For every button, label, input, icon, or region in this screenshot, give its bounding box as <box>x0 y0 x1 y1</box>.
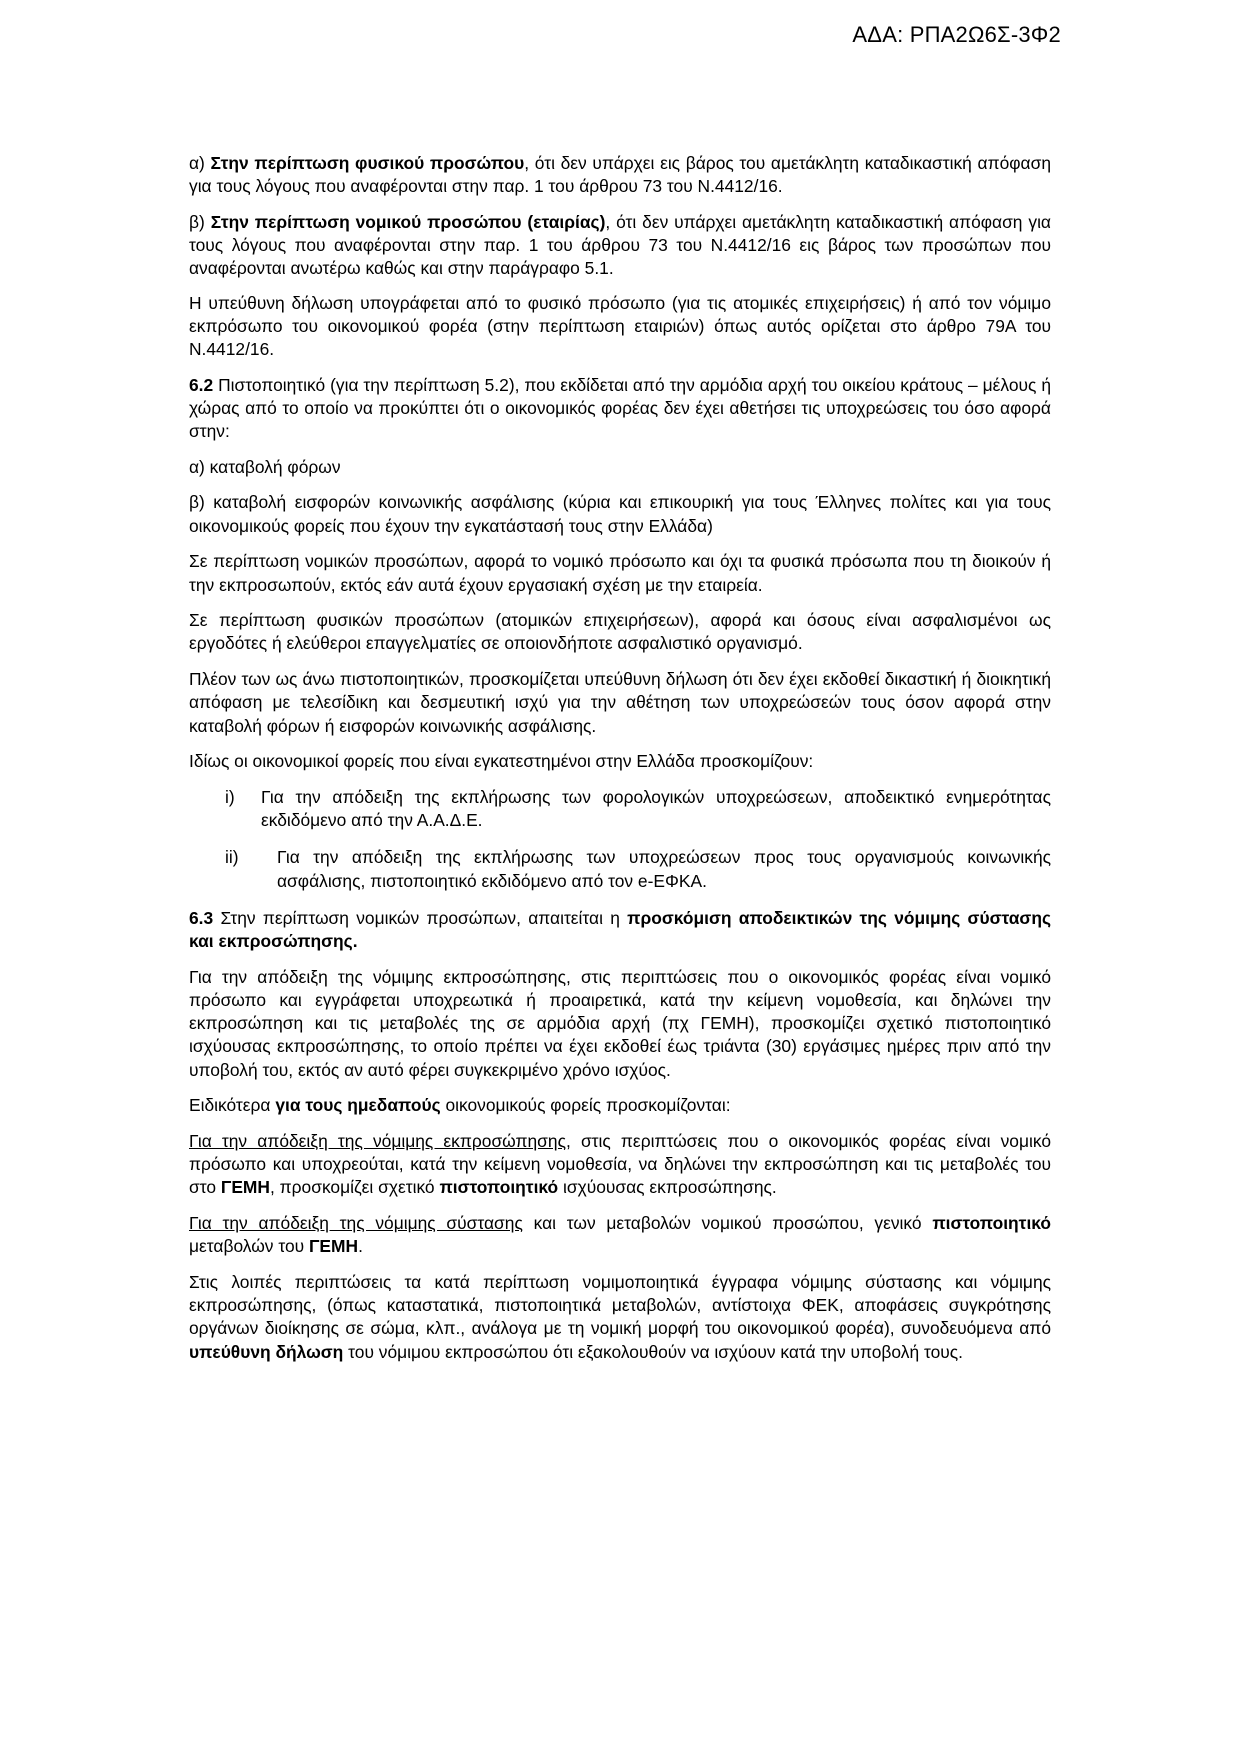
bold-text: ΓΕΜΗ <box>220 1177 270 1198</box>
list-marker: α) <box>189 153 211 173</box>
paragraph-additional-declaration: Πλέον των ως άνω πιστοποιητικών, προσκομίζεται υπεύθυνη δήλωση ότι δεν έχει εκδοθεί δικαστική ή διοικητική απόφαση με τελεσίδικη και δεσμευτική ισχύ για την αθέτηση των υποχρεώσεών τους όσον αφορά στην καταβολή φόρων ή εισφορών κοινωνικής ασφάλισης. <box>189 669 1051 736</box>
paragraph-text: , στις περιπτώσεις που ο οικονομικός φορέας είναι νομικό πρόσωπο και υποχρεούται, κατά την κείμενη νομοθεσία, να δηλώνει την εκπροσώπηση και τις μεταβολές του στο <box>189 1130 1051 1198</box>
list-item <box>189 846 1051 892</box>
list-text: Για την απόδειξη της εκπλήρωσης των υποχρεώσεων προς τους οργανισμούς κοινωνικής ασφάλισης, πιστοποιητικό εκδιδόμενο από τον e-ΕΦΚΑ. <box>277 847 1051 891</box>
paragraph-text: του νόμιμου εκπροσώπου ότι εξακολουθούν να ισχύουν κατά την υποβολή τους. <box>343 1341 963 1362</box>
paragraph-text: μεταβολών του <box>189 1236 309 1257</box>
underlined-text: Για την απόδειξη της νόμιμης εκπροσώπησης <box>189 1130 566 1151</box>
list-number: ii) <box>225 847 239 868</box>
section-number: 6.3 <box>189 907 214 928</box>
ada-header: ΑΔΑ: ΡΠΑ2Ω6Σ-3Φ2 <box>852 22 1061 47</box>
bold-text: υπεύθυνη δήλωση <box>189 1341 344 1362</box>
paragraph-gemh-establishment <box>189 1212 1051 1258</box>
paragraph-text: , προσκομίζει σχετικό <box>269 1177 440 1198</box>
paragraph-legal-persons: Σε περίπτωση νομικών προσώπων, αφορά το νομικό πρόσωπο και όχι τα φυσικά πρόσωπα που τη διοικούν ή την εκπροσωπούν, εκτός εάν αυτά έχουν εργασιακή σχέση με την εταιρεία. <box>189 551 1051 595</box>
list-number: i) <box>225 786 235 807</box>
bold-text: για τους ημεδαπούς <box>275 1095 441 1116</box>
underlined-text: Για την απόδειξη της νόμιμης σύστασης <box>189 1213 523 1234</box>
paragraph-text: Ειδικότερα <box>189 1095 276 1116</box>
bold-text: Στην περίπτωση φυσικού προσώπου <box>210 153 525 173</box>
list-item <box>189 786 1051 832</box>
bold-text: προσκόμιση αποδεικτικών της νόμιμης σύστασης και εκπροσώπησης. <box>189 907 1051 951</box>
bold-text: πιστοποιητικό <box>439 1177 559 1198</box>
document-body <box>189 152 1051 1376</box>
paragraph-natural-person <box>189 152 1051 198</box>
paragraph-representation-proof: Για την απόδειξη της νόμιμης εκπροσώπησης, στις περιπτώσεις που ο οικονομικός φορέας είναι νομικό πρόσωπο και εγγράφεται υποχρεωτικά ή προαιρετικά, κατά την κείμενη νομοθεσία, και δηλώνει την εκπροσώπηση και τις μεταβολές της σε αρμόδια αρχή (πχ ΓΕΜΗ), προσκομίζει σχετικό πιστοποιητικό ισχύουσας εκπροσώπησης, το οποίο πρέπει να έχει εκδοθεί έως τριάντα (30) εργάσιμες ημέρες πριν από την υποβολή του, εκτός αν αυτό φέρει συγκεκριμένο χρόνο ισχύος. <box>189 966 1051 1080</box>
paragraph-text: Στην περίπτωση νομικών προσώπων, απαιτείται η <box>213 907 628 928</box>
paragraph-insurance: β) καταβολή εισφορών κοινωνικής ασφάλισης (κύρια και επικουρική για τους Έλληνες πολίτες και για τους οικονομικούς φορείς που έχουν την εγκατάστασή τους στην Ελλάδα) <box>189 492 1051 536</box>
section-number: 6.2 <box>189 374 214 395</box>
paragraph-other-cases <box>189 1271 1051 1364</box>
paragraph-text: Στις λοιπές περιπτώσεις τα κατά περίπτωση νομιμοποιητικά έγγραφα νόμιμης σύστασης και νόμιμης εκπροσώπησης, (όπως καταστατικά, πιστοποιητικά μεταβολών, αντίστοιχα ΦΕΚ, αποφάσεις συγκρότησης οργάνων διοίκησης σε σώμα, κλπ., ανάλογα με τη νομική μορφή του οικονομικού φορέα), συνοδευόμενα από <box>189 1271 1051 1339</box>
section-6-2 <box>189 374 1051 444</box>
bold-text: Στην περίπτωση νομικού προσώπου (εταιρίας) <box>210 211 606 232</box>
paragraph-declaration-signature: Η υπεύθυνη δήλωση υπογράφεται από το φυσικό πρόσωπο (για τις ατομικές επιχειρήσεις) ή από τον νόμιμο εκπρόσωπο του οικονομικού φορέα (στην περίπτωση εταιριών) όπως αυτός ορίζεται στο άρθρο 79Α του Ν.4412/16. <box>189 292 1051 359</box>
paragraph-gemh-representation <box>189 1130 1051 1200</box>
list-marker: β) <box>189 211 211 232</box>
paragraph-text: , ότι δεν υπάρχει εις βάρος του αμετάκλητη καταδικαστική απόφαση για τους λόγους που αναφέρονται στην παρ. 1 του άρθρου 73 του Ν.4412/16. <box>189 153 1051 197</box>
paragraph-legal-person <box>189 211 1051 281</box>
paragraph-text: Πιστοποιητικό (για την περίπτωση 5.2), που εκδίδεται από την αρμόδια αρχή του οικείου κράτους – μέλους ή χώρας από το οποίο να προκύπτει ότι ο οικονομικός φορέας δεν έχει αθετήσει τις υποχρεώσεις του όσο αφορά στην: <box>189 374 1051 442</box>
paragraph-domestic <box>189 1094 1051 1117</box>
paragraph-text: οικονομικούς φορείς προσκομίζονται: <box>440 1095 731 1116</box>
paragraph-text: . <box>358 1236 363 1257</box>
paragraph-text: και των μεταβολών νομικού προσώπου, γενικό <box>522 1213 933 1234</box>
paragraph-greek-operators: Ιδίως οι οικονομικοί φορείς που είναι εγκατεστημένοι στην Ελλάδα προσκομίζουν: <box>189 751 814 772</box>
paragraph-text: ισχύουσας εκπροσώπησης. <box>558 1177 777 1198</box>
bold-text: ΓΕΜΗ <box>308 1236 359 1257</box>
paragraph-taxes: α) καταβολή φόρων <box>189 456 341 477</box>
paragraph-text: , ότι δεν υπάρχει αμετάκλητη καταδικαστική απόφαση για τους λόγους που αναφέρονται στην παρ. 1 του άρθρου 73 του Ν.4412/16 εις βάρος των προσώπων που αναφέρονται ανωτέρω καθώς και στην παράγραφο 5.1. <box>189 211 1051 279</box>
list-text: Για την απόδειξη της εκπλήρωσης των φορολογικών υποχρεώσεων, αποδεικτικό ενημερότητας εκδιδόμενο από την Α.Α.Δ.Ε. <box>261 786 1051 831</box>
paragraph-natural-persons: Σε περίπτωση φυσικών προσώπων (ατομικών επιχειρήσεων), αφορά και όσους είναι ασφαλισμένοι ως εργοδότες ή ελεύθεροι επαγγελματίες σε οποιονδήποτε ασφαλιστικό οργανισμό. <box>189 610 1051 654</box>
section-6-3 <box>189 907 1051 953</box>
bold-text: πιστοποιητικό <box>932 1213 1052 1234</box>
